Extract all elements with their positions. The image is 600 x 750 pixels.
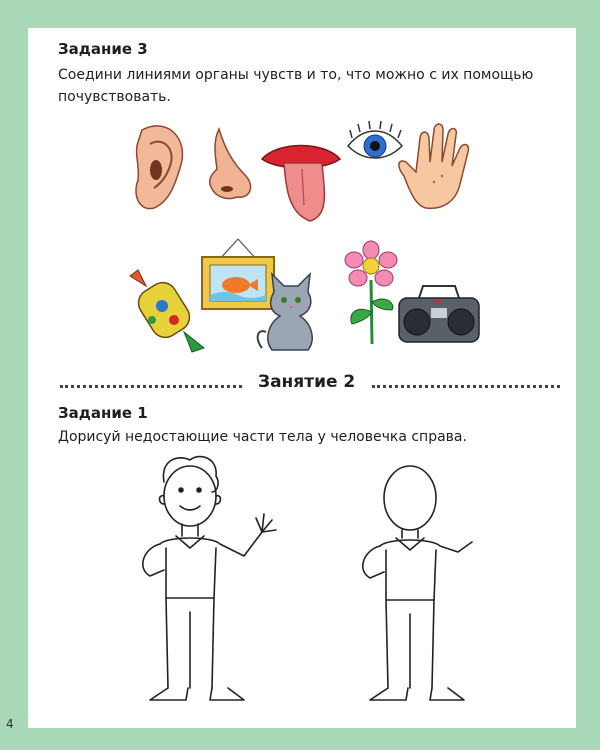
section-title: Занятие 2 (258, 372, 356, 392)
nose-icon (203, 125, 255, 203)
tongue-icon (258, 135, 344, 225)
page-number: 4 (6, 717, 14, 731)
task1-title: Задание 1 (58, 404, 148, 422)
flower-icon (340, 240, 402, 346)
radio-icon (395, 282, 483, 346)
incomplete-figure-drawing (330, 452, 490, 710)
task3-text-line2: почувствовать. (58, 89, 171, 105)
hand-icon (390, 122, 485, 214)
task1-text: Дорисуй недостающие части тела у человечка справа. (58, 429, 467, 445)
task3-text-line1: Соедини линиями органы чувств и то, что можно с их помощью (58, 67, 534, 83)
complete-figure-drawing (120, 452, 280, 710)
candy-icon (122, 262, 210, 354)
section-divider-right (372, 385, 560, 388)
task3-title: Задание 3 (58, 40, 148, 58)
section-divider-left (60, 385, 242, 388)
cat-icon (252, 268, 330, 356)
ear-icon (130, 122, 190, 214)
